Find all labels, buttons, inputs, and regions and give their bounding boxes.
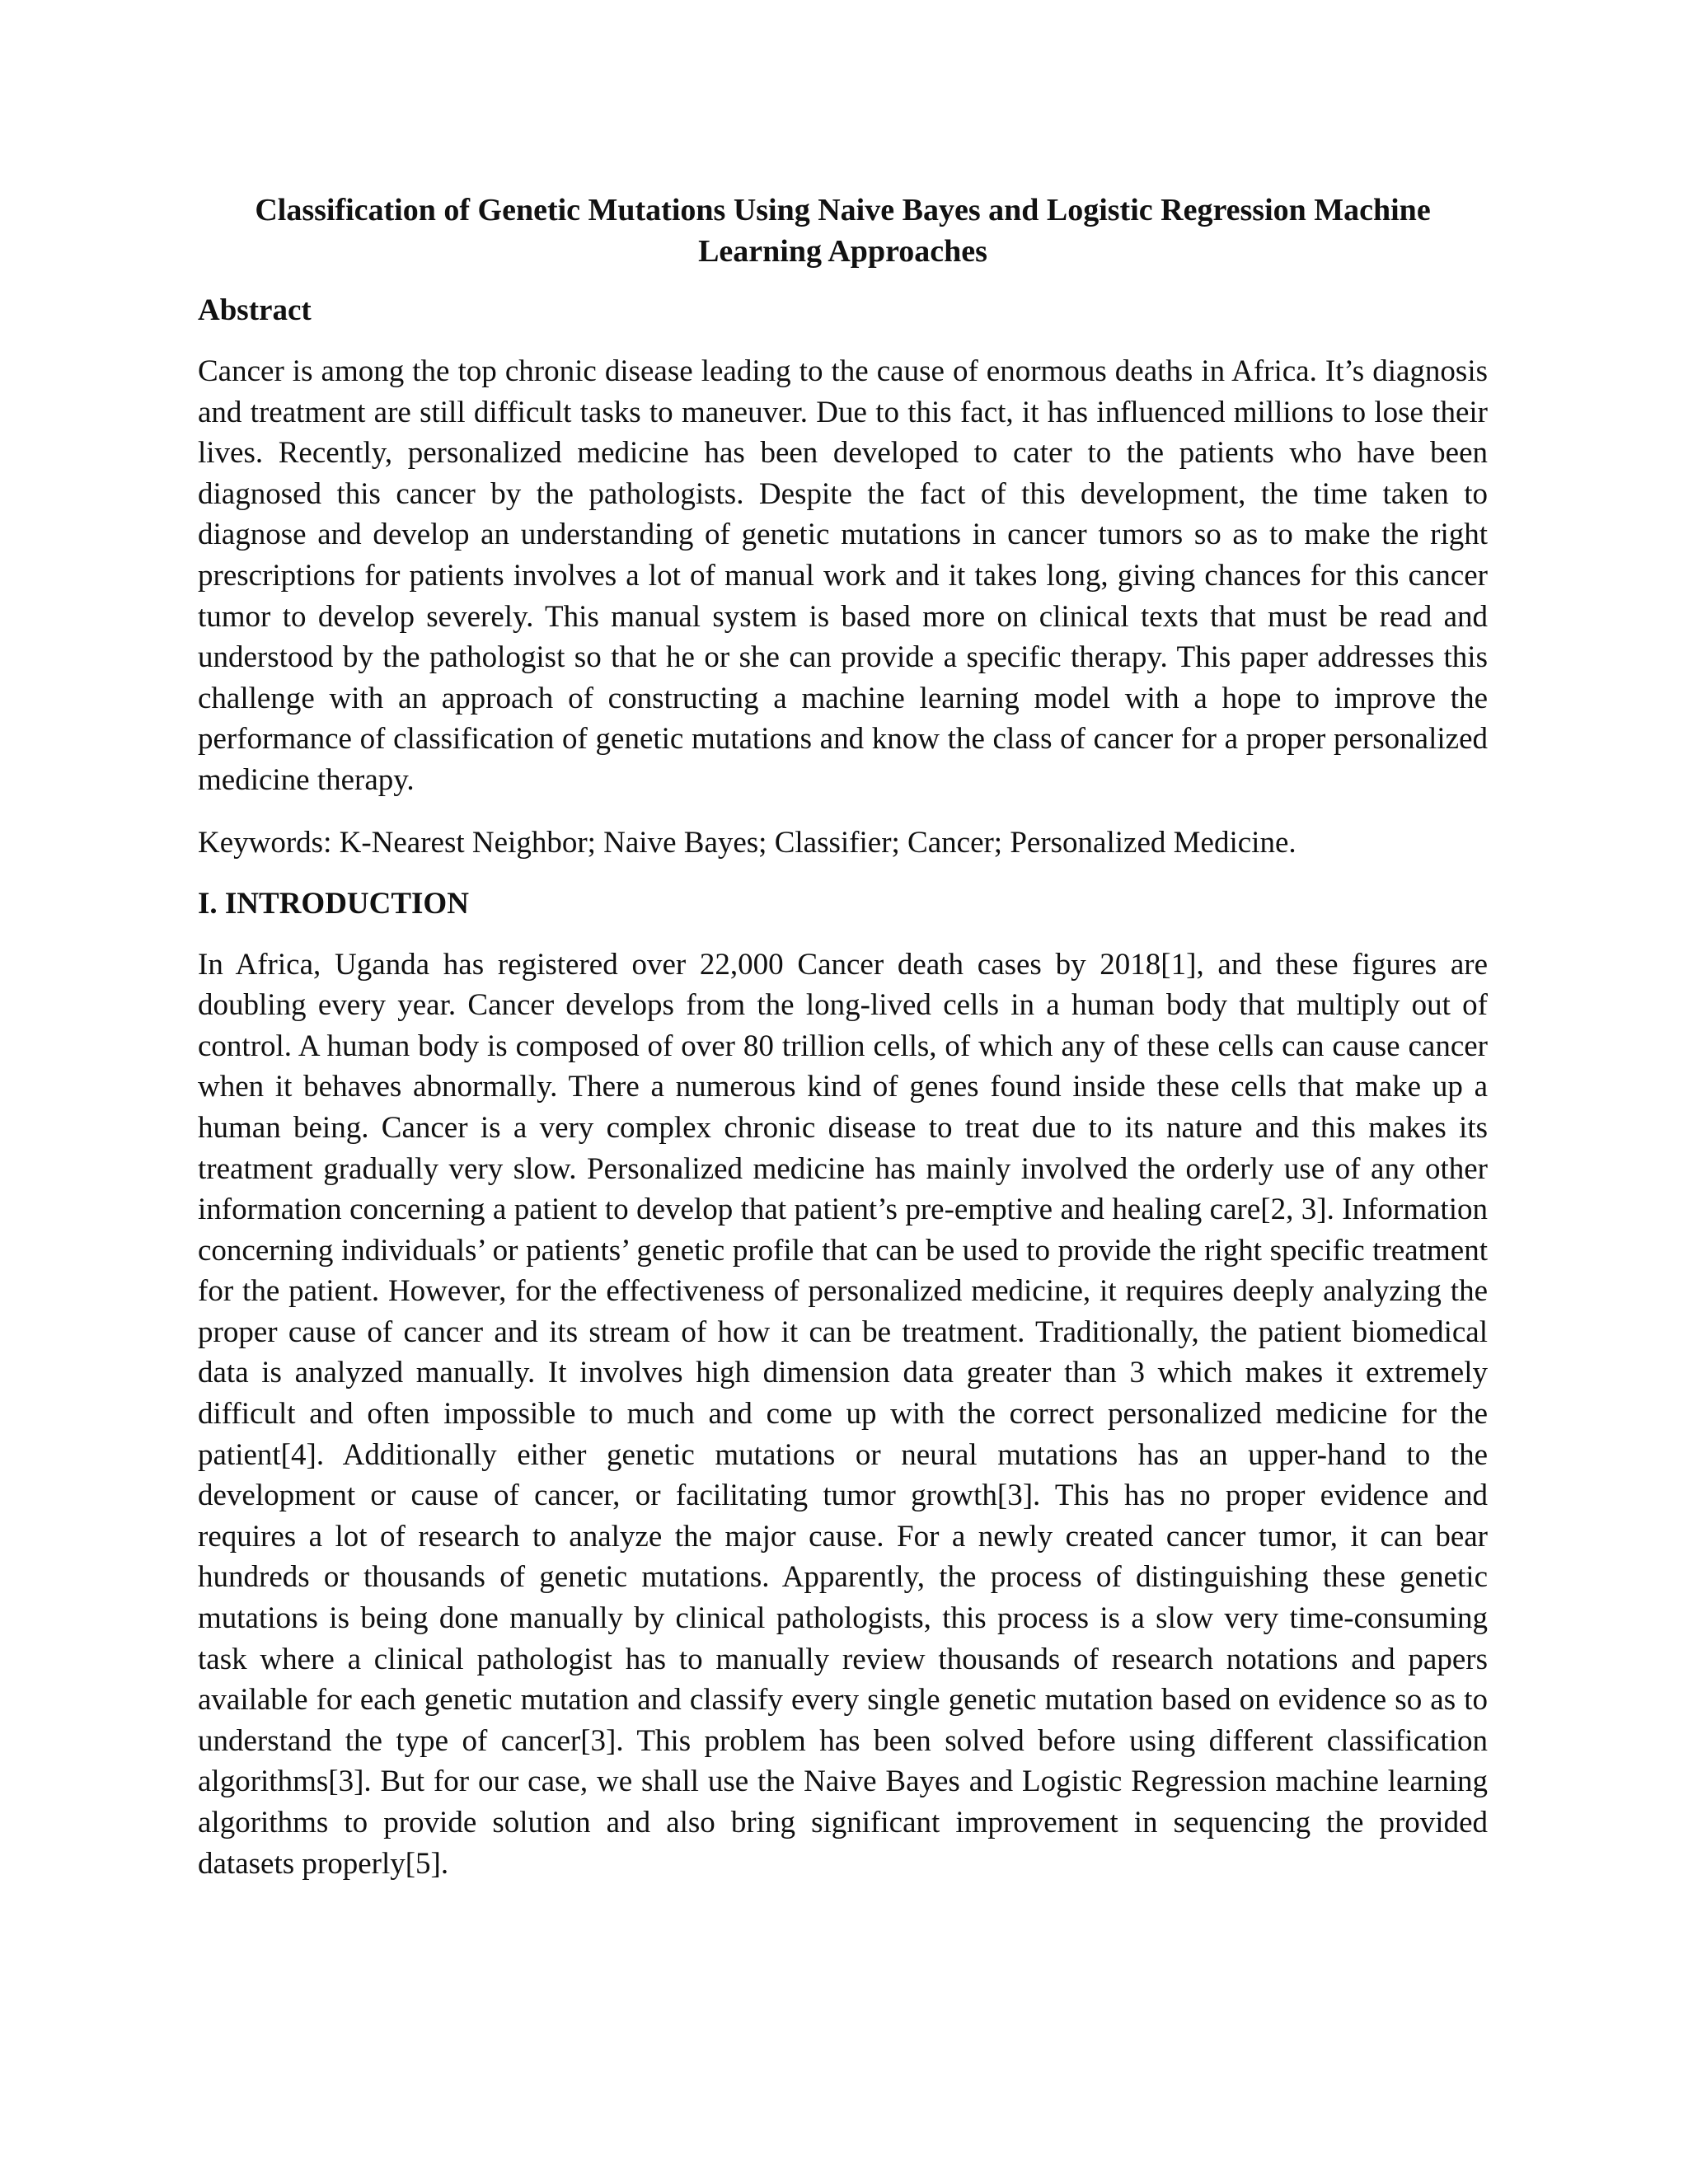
introduction-paragraph: In Africa, Uganda has registered over 22,000 Cancer death cases by 2018[1], and these figures are doubling every year. Cancer develops from the long-lived cells in a human body that multiply out of control. A human body is composed of over 80 trillion cells, of which any of these cells can cause cancer when it behaves abnormally. There a numerous kind of genes found inside these cells that make up a human being. Cancer is a very complex chronic disease to treat due to its nature and this makes its treatment gradually very slow. Personalized medicine has mainly involved the orderly use of any other information concerning a patient to develop that patient’s pre-emptive and healing care[2, 3]. Information concerning individuals’ or patients’ genetic profile that can be used to provide the right specific treatment for the patient. However, for the effectiveness of personalized medicine, it requires deeply analyzing the proper cause of cancer and its stream of how it can be treatment. Traditionally, the patient biomedical data is analyzed manually. It involves high dimension data greater than 3 which makes it extremely difficult and often impossible to much and come up with the correct personalized medicine for the patient[4]. Additionally either genetic mutations or neural mutations has an upper-hand to the development or cause of cancer, or facilitating tumor growth[3]. This has no proper evidence and requires a lot of research to analyze the major cause. For a newly created cancer tumor, it can bear hundreds or thousands of genetic mutations. Apparently, the process of distinguishing these genetic mutations is being done manually by clinical pathologists, this process is a slow very time-consuming task where a clinical pathologist has to manually review thousands of research notations and papers available for each genetic mutation and classify every single genetic mutation based on evidence so as to understand the type of cancer[3]. This problem has been solved before using different classification algorithms[3]. But for our case, we shall use the Naive Bayes and Logistic Regression machine learning algorithms to provide solution and also bring significant improvement in sequencing the provided datasets properly[5]. [198,947,1488,1881]
paper-page [198,190,1488,1884]
abstract-heading: Abstract [198,293,312,327]
paper-title: Classification of Genetic Mutations Using Naive Bayes and Logistic Regression Machine Learning Approaches [255,193,1431,269]
introduction-heading: I. INTRODUCTION [198,886,469,921]
abstract-paragraph: Cancer is among the top chronic disease leading to the cause of enormous deaths in Africa. It’s diagnosis and treatment are still difficult tasks to maneuver. Due to this fact, it has influenced millions to lose their lives. Recently, personalized medicine has been developed to cater to the patients who have been diagnosed this cancer by the pathologists. Despite the fact of this development, the time taken to diagnose and develop an understanding of genetic mutations in cancer tumors so as to make the right prescriptions for patients involves a lot of manual work and it takes long, giving chances for this cancer tumor to develop severely. This manual system is based more on clinical texts that must be read and understood by the pathologist so that he or she can provide a specific therapy. This paper addresses this challenge with an approach of constructing a machine learning model with a hope to improve the performance of classification of genetic mutations and know the class of cancer for a proper personalized medicine therapy. [198,354,1488,797]
keywords-line: Keywords: K-Nearest Neighbor; Naive Bayes; Classifier; Cancer; Personalized Medicine. [198,825,1296,860]
